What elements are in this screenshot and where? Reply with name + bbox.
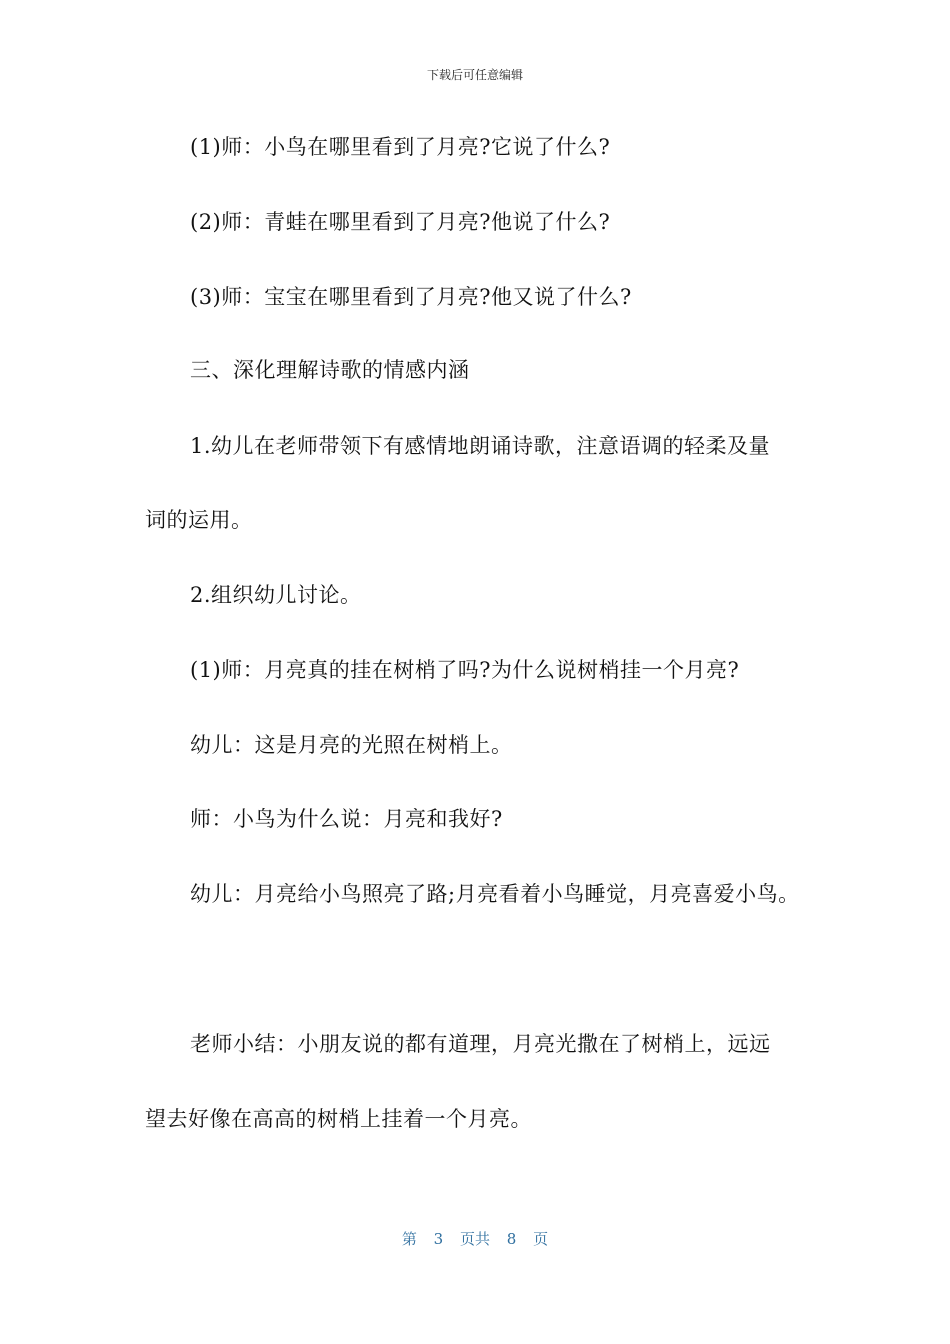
question-line: (1)师：月亮真的挂在树梢了吗?为什么说树梢挂一个月亮? bbox=[190, 658, 740, 682]
question-line: 师：小鸟为什么说：月亮和我好? bbox=[190, 807, 503, 831]
answer-line: 幼儿：这是月亮的光照在树梢上。 bbox=[190, 733, 513, 757]
summary-line: 老师小结：小朋友说的都有道理，月亮光撒在了树梢上，远远 bbox=[190, 1032, 771, 1056]
page-number-footer: 第 3 页共 8 页 bbox=[401, 1230, 549, 1248]
section-heading: 三、深化理解诗歌的情感内涵 bbox=[190, 358, 470, 382]
question-line-1: (1)师：小鸟在哪里看到了月亮?它说了什么? bbox=[190, 135, 611, 159]
question-line-3: (3)师：宝宝在哪里看到了月亮?他又说了什么? bbox=[190, 285, 632, 309]
header-note: 下载后可任意编辑 bbox=[426, 68, 523, 82]
question-line-2: (2)师：青蛙在哪里看到了月亮?他说了什么? bbox=[190, 210, 611, 234]
paragraph-line: 1.幼儿在老师带领下有感情地朗诵诗歌，注意语调的轻柔及量 bbox=[190, 434, 771, 458]
paragraph-line: 词的运用。 bbox=[145, 508, 253, 532]
paragraph-line: 2.组织幼儿讨论。 bbox=[190, 583, 362, 607]
summary-line: 望去好像在高高的树梢上挂着一个月亮。 bbox=[145, 1107, 532, 1131]
answer-line: 幼儿：月亮给小鸟照亮了路;月亮看着小鸟睡觉，月亮喜爱小鸟。 bbox=[190, 882, 800, 906]
